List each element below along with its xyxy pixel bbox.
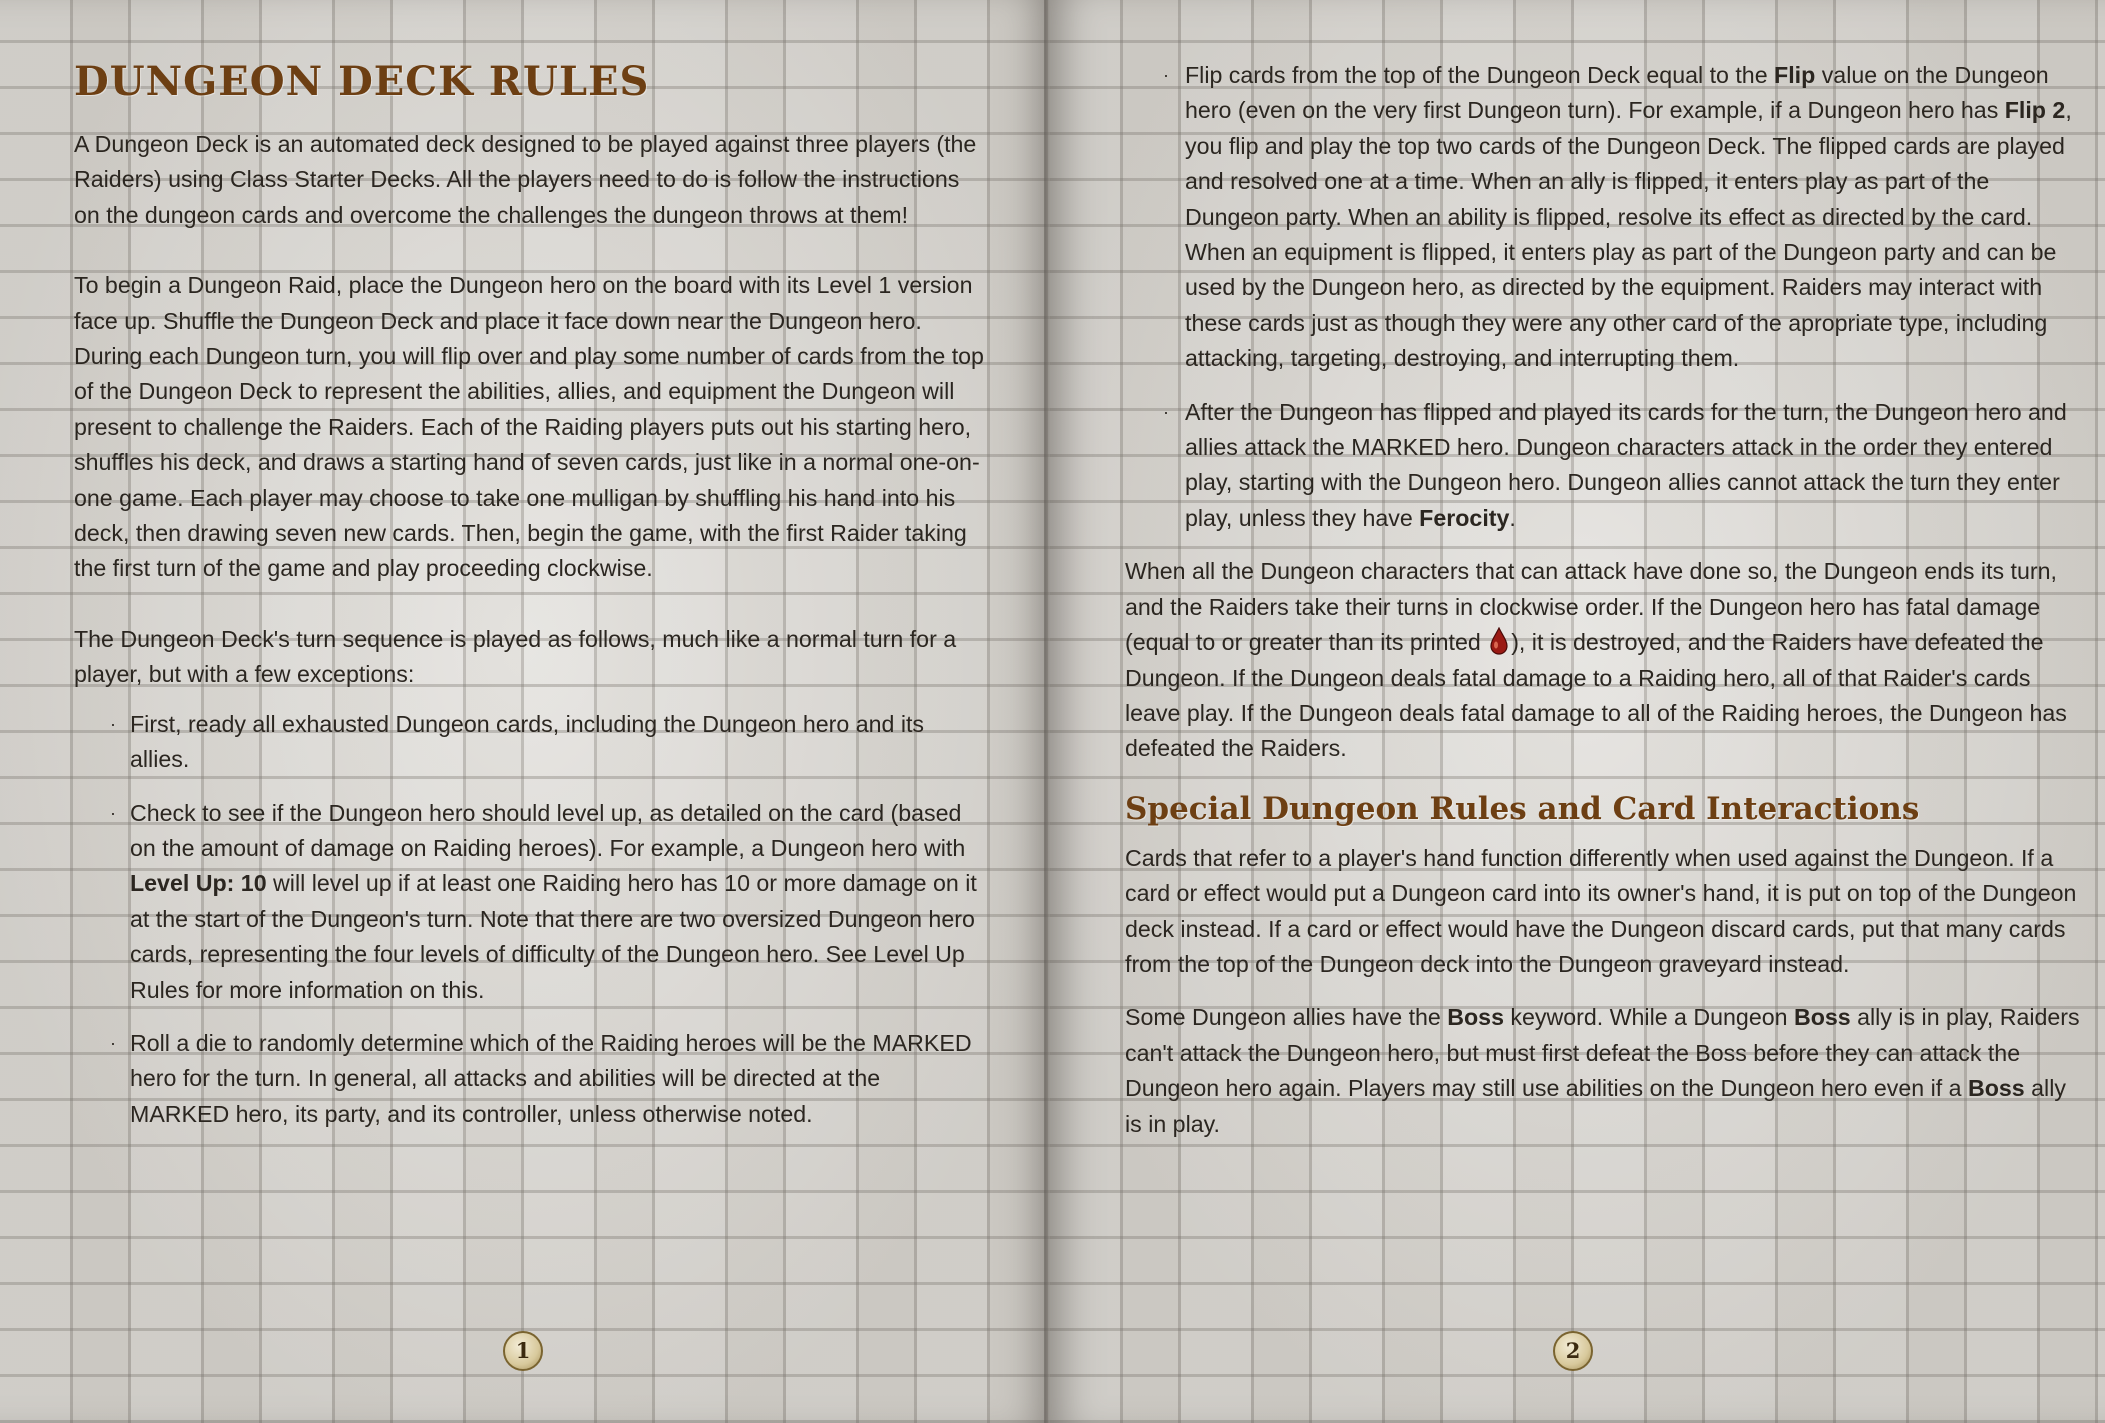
list-item-text: value on the Dungeon hero (even on the very first Dungeon turn). For example, if a Dungeon hero has <box>1185 62 2049 124</box>
list-item-marked <box>74 1026 984 1132</box>
hand-rules-paragraph: Cards that refer to a player's hand function differently when used against the Dungeon. If a card or effect would put a Dungeon card into its owner's hand, it is put on top of the Dungeon deck instead. If a card or effect would have the Dungeon discard cards, put that many cards from the top of the Dungeon deck into the Dungeon graveyard instead. <box>1125 844 2077 977</box>
bullet-marker: · <box>110 713 116 734</box>
setup-paragraph: To begin a Dungeon Raid, place the Dungeon hero on the board with its Level 1 version face up. Shuffle the Dungeon Deck and place it face down near the Dungeon hero. During each Dungeon turn, you will flip over and play some number of cards from the top of the Dungeon Deck to represent the abilities, allies, and equipment the Dungeon will present to challenge the Raiders. Each of the Raiding players puts out his starting hero, shuffles his deck, and draws a starting hand of seven cards, just like in a normal one-on-one game. Each player may choose to take one mulligan by shuffling his hand into his deck, then drawing seven new cards. Then, begin the game, with the first Raider taking the first turn of the game and play proceeding clockwise. <box>74 272 984 582</box>
keyword-boss: Boss <box>1447 1004 1504 1031</box>
paragraph-text: ally is in play, Raiders can't attack the Dungeon hero, but must first defeat the Boss before they can attack the Dungeon hero again. Players may still use abilities on the Dungeon hero even if a <box>1125 1004 2080 1102</box>
page-left <box>0 0 1050 1423</box>
turn-sequence-list-continued <box>1125 58 2085 536</box>
keyword-ferocity: Ferocity <box>1419 504 1510 531</box>
bullet-marker: · <box>110 802 116 823</box>
page-number-badge: 2 <box>1553 1331 1593 1371</box>
bullet-marker: · <box>1163 401 1169 422</box>
list-item-ready <box>74 707 984 778</box>
end-turn-paragraph <box>1125 554 2085 766</box>
list-item-text: Roll a die to randomly determine which of the Raiding heroes will be the MARKED hero for the turn. In general, all attacks and abilities will be directed at the MARKED hero, its party, and its controller, unless otherwise noted. <box>130 1029 972 1127</box>
keyword-boss: Boss <box>1968 1075 2025 1102</box>
bullet-marker: · <box>110 1032 116 1053</box>
list-item-flip <box>1125 58 2085 377</box>
paragraph-text: Some Dungeon allies have the <box>1125 1004 1448 1031</box>
list-item-text: will level up if at least one Raiding hero has 10 or more damage on it at the start of the Dungeon's turn. Note that there are two oversized Dungeon hero cards, representing the four levels of difficulty of the Dungeon hero. See Level Up Rules for more information on this. <box>130 870 977 1003</box>
list-item-text: First, ready all exhausted Dungeon cards, including the Dungeon hero and its allies. <box>130 710 925 773</box>
page-title: DUNGEON DECK RULES <box>74 58 650 105</box>
blood-drop-icon <box>1489 627 1509 655</box>
boss-paragraph <box>1125 1000 2085 1142</box>
list-item-text: Flip cards from the top of the Dungeon Deck equal to the <box>1185 62 1775 88</box>
turn-sequence-list <box>74 707 984 1132</box>
page-number-badge: 1 <box>503 1331 543 1371</box>
keyword-level-up: Level Up: 10 <box>130 870 267 897</box>
left-content <box>74 58 984 1150</box>
list-item-text: . <box>1509 504 1516 531</box>
page-right <box>1050 0 2105 1423</box>
intro-paragraph: A Dungeon Deck is an automated deck designed to be played against three players (the Raiders) using Class Starter Decks. All the players need to do is follow the instructions on the dungeon cards and overcome the challenges the dungeon throws at them! <box>74 131 977 228</box>
keyword-flip: Flip <box>1774 62 1816 88</box>
bullet-marker: · <box>1163 65 1169 85</box>
paragraph-text: ally is in play. <box>1125 1075 2066 1137</box>
section-title: Special Dungeon Rules and Card Interactions <box>1125 790 1920 827</box>
sequence-intro-paragraph: The Dungeon Deck's turn sequence is played as follows, much like a normal turn for a player, but with a few exceptions: <box>74 625 957 688</box>
list-item-text: , you flip and play the top two cards of the Dungeon Deck. The flipped cards are played and resolved one at a time. When an ally is flipped, it enters play as part of the Dungeon party. When an ability is flipped, resolve its effect as directed by the card. When an equipment is flipped, it enters play as part of the Dungeon party and can be used by the Dungeon hero, as directed by the equipment. Raiders may interact with these cards just as though they were any other card of the apropriate type, including attacking, targeting, destroying, and interrupting them. <box>1185 97 2072 372</box>
paragraph-text: ), it is destroyed, and the Raiders have defeated the Dungeon. If the Dungeon deals fatal damage to a Raiding hero, all of that Raider's cards leave play. If the Dungeon deals fatal damage to all of the Raiding heroes, the Dungeon has defeated the Raiders. <box>1125 629 2067 762</box>
keyword-flip-2: Flip 2 <box>2004 97 2066 124</box>
right-content <box>1125 58 2085 1142</box>
list-item-attack <box>1125 395 2085 537</box>
list-item-text: After the Dungeon has flipped and played its cards for the turn, the Dungeon hero and allies attack the MARKED hero. Dungeon characters attack in the order they entered play, starting with the Dungeon hero. Dungeon allies cannot attack the turn they enter play, unless they have <box>1185 398 2067 531</box>
list-item-level-up <box>74 796 984 1008</box>
paragraph-text: keyword. While a Dungeon <box>1503 1004 1794 1031</box>
paragraph-text: When all the Dungeon characters that can attack have done so, the Dungeon ends its turn, and the Raiders take their turns in clockwise order. If the Dungeon hero has fatal damage (equal to or greater than its printed <box>1125 558 2057 656</box>
list-item-text: Check to see if the Dungeon hero should level up, as detailed on the card (based on the amount of damage on Raiding heroes). For example, a Dungeon hero with <box>130 799 966 861</box>
keyword-boss: Boss <box>1793 1004 1851 1031</box>
